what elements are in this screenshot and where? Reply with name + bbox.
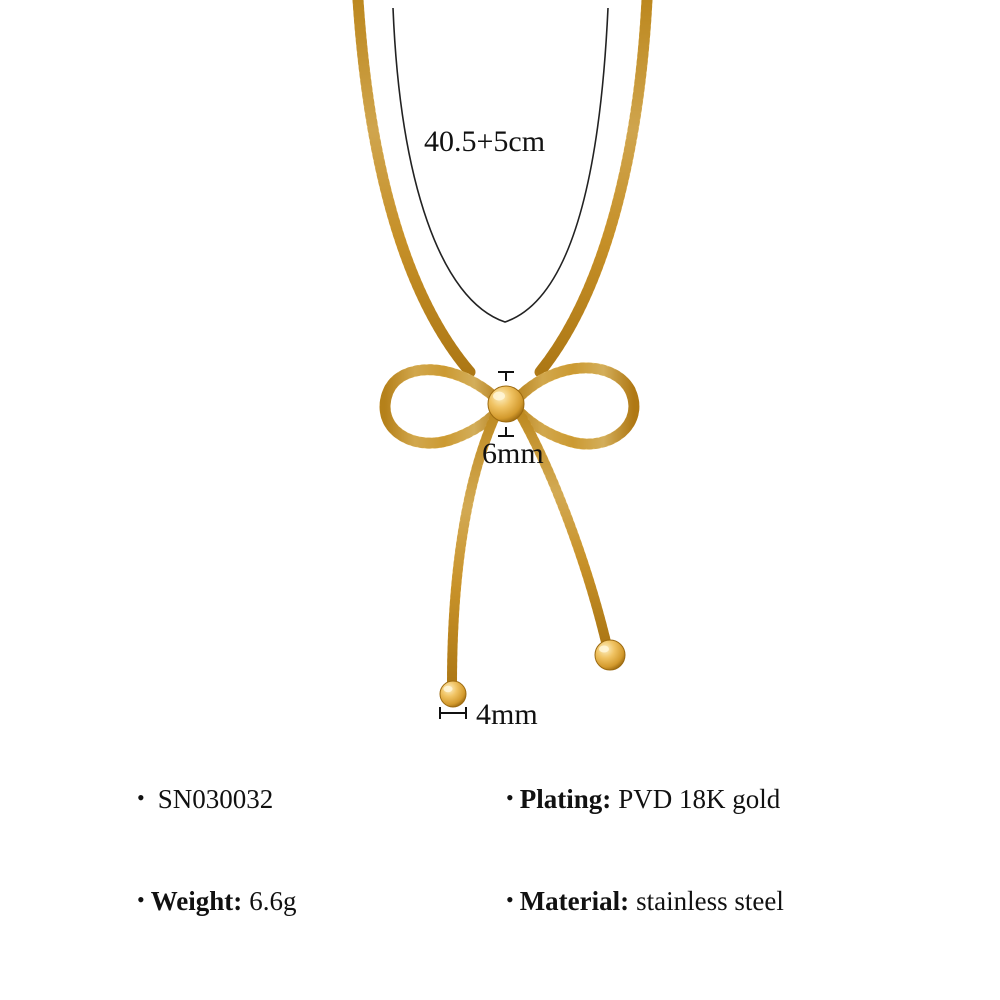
end-bead-right xyxy=(595,640,625,670)
spec-item-plating xyxy=(506,783,780,815)
chain-strand-left xyxy=(358,0,470,372)
spec-item-material xyxy=(506,885,784,917)
product-spec-list xyxy=(0,755,1000,1000)
dimension-label-chain-length: 40.5+5cm xyxy=(424,125,546,158)
spec-key-weight: Weight: xyxy=(150,886,243,916)
spec-item-weight xyxy=(137,885,296,917)
bullet-icon: • xyxy=(506,785,514,810)
chain-strand-right xyxy=(540,0,647,372)
spec-value-plating: PVD 18K gold xyxy=(618,784,781,814)
end-bead-left xyxy=(440,681,466,707)
spec-key-plating: Plating: xyxy=(519,784,612,814)
spec-key-material: Material: xyxy=(519,886,630,916)
center-bead xyxy=(488,386,524,422)
spec-value-weight: 6.6g xyxy=(249,886,297,916)
spec-value-sku: SN030032 xyxy=(157,784,274,814)
bullet-icon: • xyxy=(506,887,514,912)
dimension-label-bead-diameter: 6mm xyxy=(482,437,544,470)
spec-value-material: stainless steel xyxy=(636,886,784,916)
length-guide-arc xyxy=(393,8,608,322)
bullet-icon: • xyxy=(137,887,145,912)
bullet-icon: • xyxy=(137,785,145,810)
spec-item-sku xyxy=(137,783,273,815)
dimension-label-end-bead-diameter: 4mm xyxy=(476,698,538,731)
